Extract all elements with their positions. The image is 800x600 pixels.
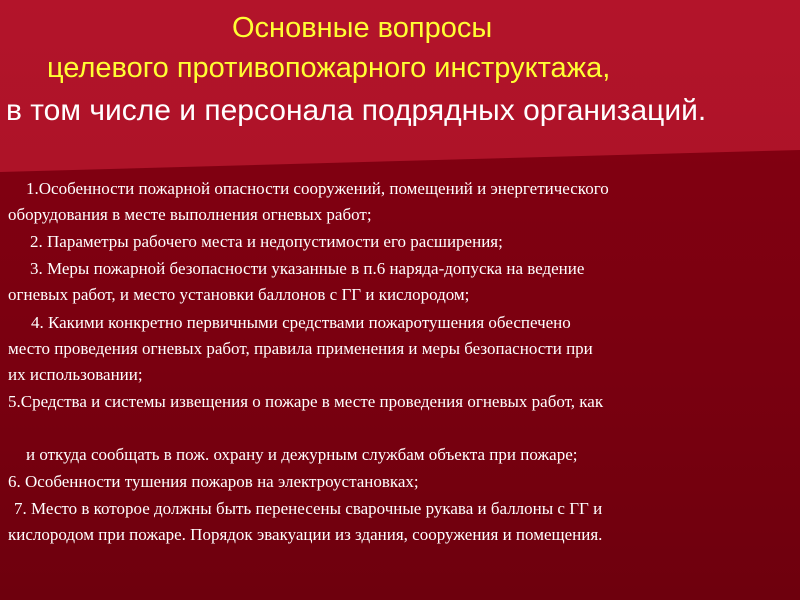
item-1-line-1: 1.Особенности пожарной опасности сооружений, помещений и энергетического xyxy=(26,179,609,198)
item-3-line-2: огневых работ, и место установки баллонов с ГГ и кислородом; xyxy=(8,285,470,304)
item-3-line-1: 3. Меры пожарной безопасности указанные в п.6 наряда-допуска на ведение xyxy=(30,259,585,278)
title-line-1: Основные вопросы xyxy=(232,12,493,44)
item-4-line-1: 4. Какими конкретно первичными средствами пожаротушения обеспечено xyxy=(31,313,571,332)
item-5-line-1: 5.Средства и системы извещения о пожаре в месте проведения огневых работ, как xyxy=(8,392,604,411)
item-7-line-1: 7. Место в которое должны быть перенесены сварочные рукава и баллоны с ГГ и xyxy=(14,499,603,518)
item-7-line-2: кислородом при пожаре. Порядок эвакуации из здания, сооружения и помещения. xyxy=(8,525,603,544)
item-5-line-2: и откуда сообщать в пож. охрану и дежурным службам объекта при пожаре; xyxy=(26,445,578,464)
title-line-3: в том числе и персонала подрядных организаций. xyxy=(6,94,707,127)
item-6-line-1: 6. Особенности тушения пожаров на электроустановках; xyxy=(8,472,419,491)
item-2-line-1: 2. Параметры рабочего места и недопустимости его расширения; xyxy=(30,232,503,251)
item-4-line-3: их использовании; xyxy=(8,365,143,384)
item-4-line-2: место проведения огневых работ, правила применения и меры безопасности при xyxy=(8,339,593,358)
title-line-2: целевого противопожарного инструктажа, xyxy=(47,52,611,84)
item-1-line-2: оборудования в месте выполнения огневых работ; xyxy=(8,205,372,224)
